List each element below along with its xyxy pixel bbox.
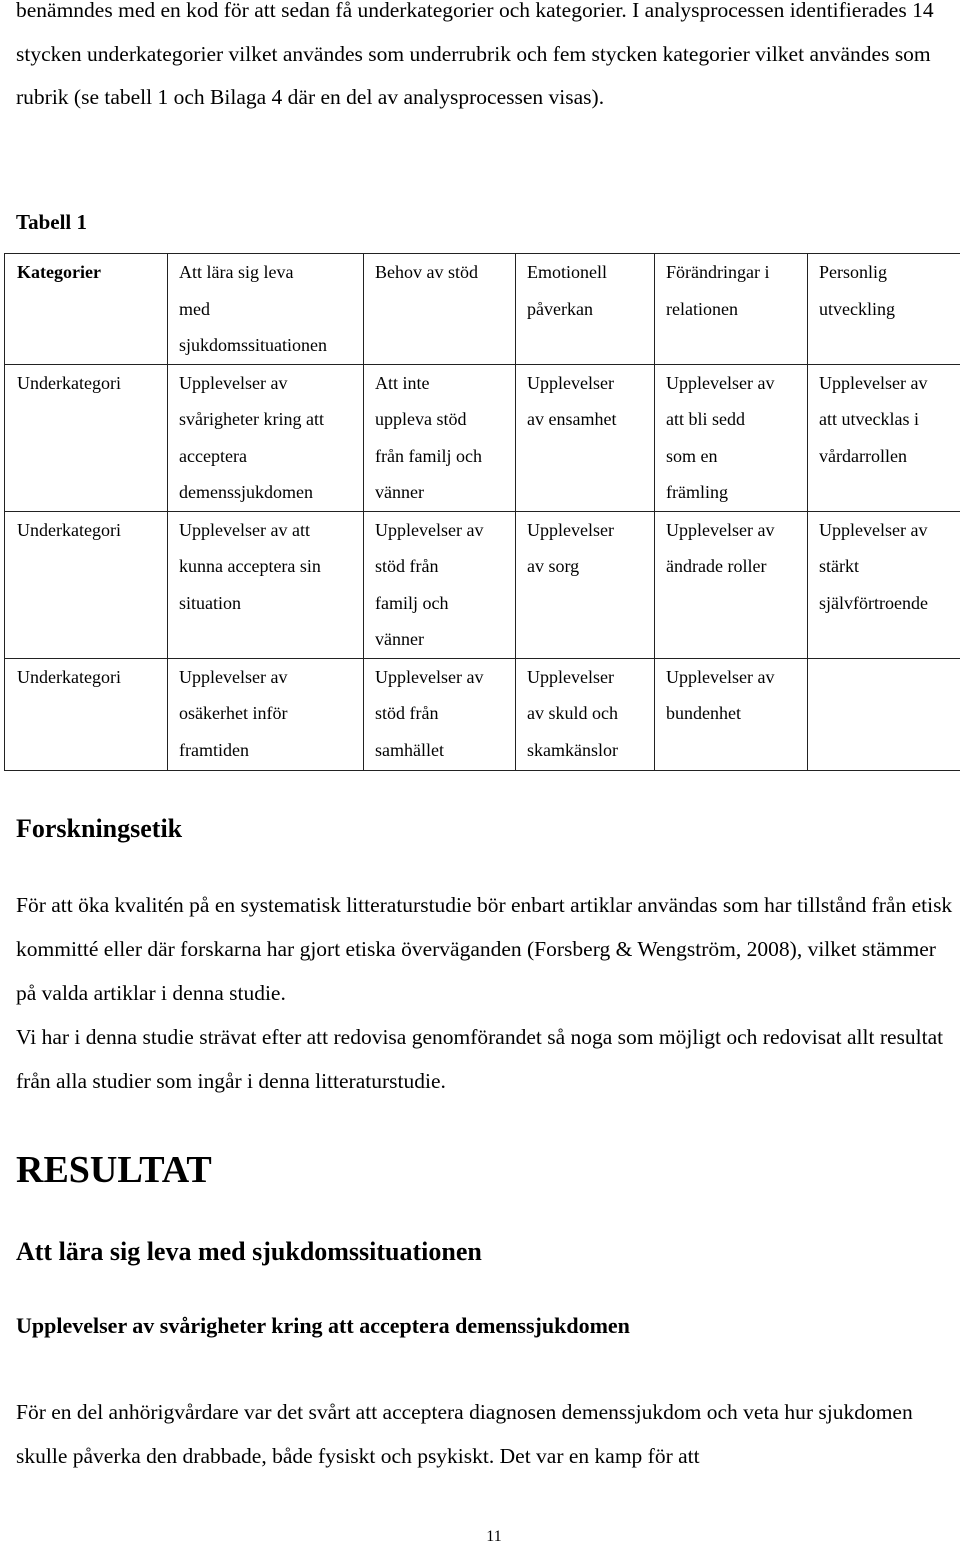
category-table <box>4 253 960 771</box>
page-number: 11 <box>486 1528 502 1545</box>
table-cell: Upplevelser av att utvecklas i vårdarrollen <box>808 364 960 511</box>
table-header-row <box>5 254 960 365</box>
table-row <box>5 364 960 511</box>
intro-paragraph: benämndes med en kod för att sedan få underkategorier och kategorier. I analysprocessen identifierades 14 stycken underkategorier vilket användes som underrubrik och fem stycken kategorier vilket användes som rubrik (se tabell 1 och Bilaga 4 där en del av analysprocessen visas). <box>16 0 934 109</box>
table-cell: Upplevelser av svårigheter kring att acceptera demenssjukdomen <box>168 364 364 511</box>
table-header-cell: Förändringar i relationen <box>655 254 808 365</box>
table-header-cell: Att lära sig leva med sjukdomssituationen <box>168 254 364 365</box>
table-cell <box>808 658 960 770</box>
table-cell: Upplevelser av sorg <box>516 511 655 658</box>
table-cell: Upplevelser av stärkt självförtroende <box>808 511 960 658</box>
ethics-section <box>16 883 956 1103</box>
table-header-cell: Personlig utveckling <box>808 254 960 365</box>
ethics-paragraph: För att öka kvalitén på en systematisk litteraturstudie bör enbart artiklar användas som har tillstånd från etisk kommitté eller där forskarna har gjort etiska överväganden (Forsberg & Wengström, 2008), vilket stämmer på valda artiklar i denna studie. <box>16 893 953 1005</box>
table-header-cell: Emotionell påverkan <box>516 254 655 365</box>
table-header-label: Kategorier <box>5 254 168 365</box>
results-subheading: Att lära sig leva med sjukdomssituationen <box>16 1237 482 1266</box>
table-cell: Upplevelser av skuld och skamkänslor <box>516 658 655 770</box>
table-cell: Upplevelser av ändrade roller <box>655 511 808 658</box>
table-row <box>5 658 960 770</box>
table-row <box>5 511 960 658</box>
table-cell: Upplevelser av stöd från samhället <box>364 658 516 770</box>
table-cell: Upplevelser av bundenhet <box>655 658 808 770</box>
table-title: Tabell 1 <box>16 210 87 234</box>
ethics-paragraph: Vi har i denna studie strävat efter att redovisa genomförandet så noga som möjligt och redovisat allt resultat från alla studier som ingår i denna litteraturstudie. <box>16 1025 944 1093</box>
table-header-cell: Behov av stöd <box>364 254 516 365</box>
table-row-label: Underkategori <box>5 658 168 770</box>
table-cell: Upplevelser av att kunna acceptera sin situation <box>168 511 364 658</box>
table-row-label: Underkategori <box>5 511 168 658</box>
table-cell: Upplevelser av att bli sedd som en främling <box>655 364 808 511</box>
results-subsubheading: Upplevelser av svårigheter kring att acceptera demenssjukdomen <box>16 1313 630 1338</box>
table-row-label: Underkategori <box>5 364 168 511</box>
results-paragraph: För en del anhörigvårdare var det svårt att acceptera diagnosen demenssjukdom och veta hur sjukdomen skulle påverka den drabbade, både fysiskt och psykiskt. Det var en kamp för att <box>16 1400 913 1468</box>
ethics-heading: Forskningsetik <box>16 814 183 843</box>
table-cell: Upplevelser av stöd från familj och vänner <box>364 511 516 658</box>
table-cell: Upplevelser av osäkerhet inför framtiden <box>168 658 364 770</box>
table-cell: Att inte uppleva stöd från familj och vänner <box>364 364 516 511</box>
results-heading: RESULTAT <box>16 1149 212 1191</box>
table-cell: Upplevelser av ensamhet <box>516 364 655 511</box>
